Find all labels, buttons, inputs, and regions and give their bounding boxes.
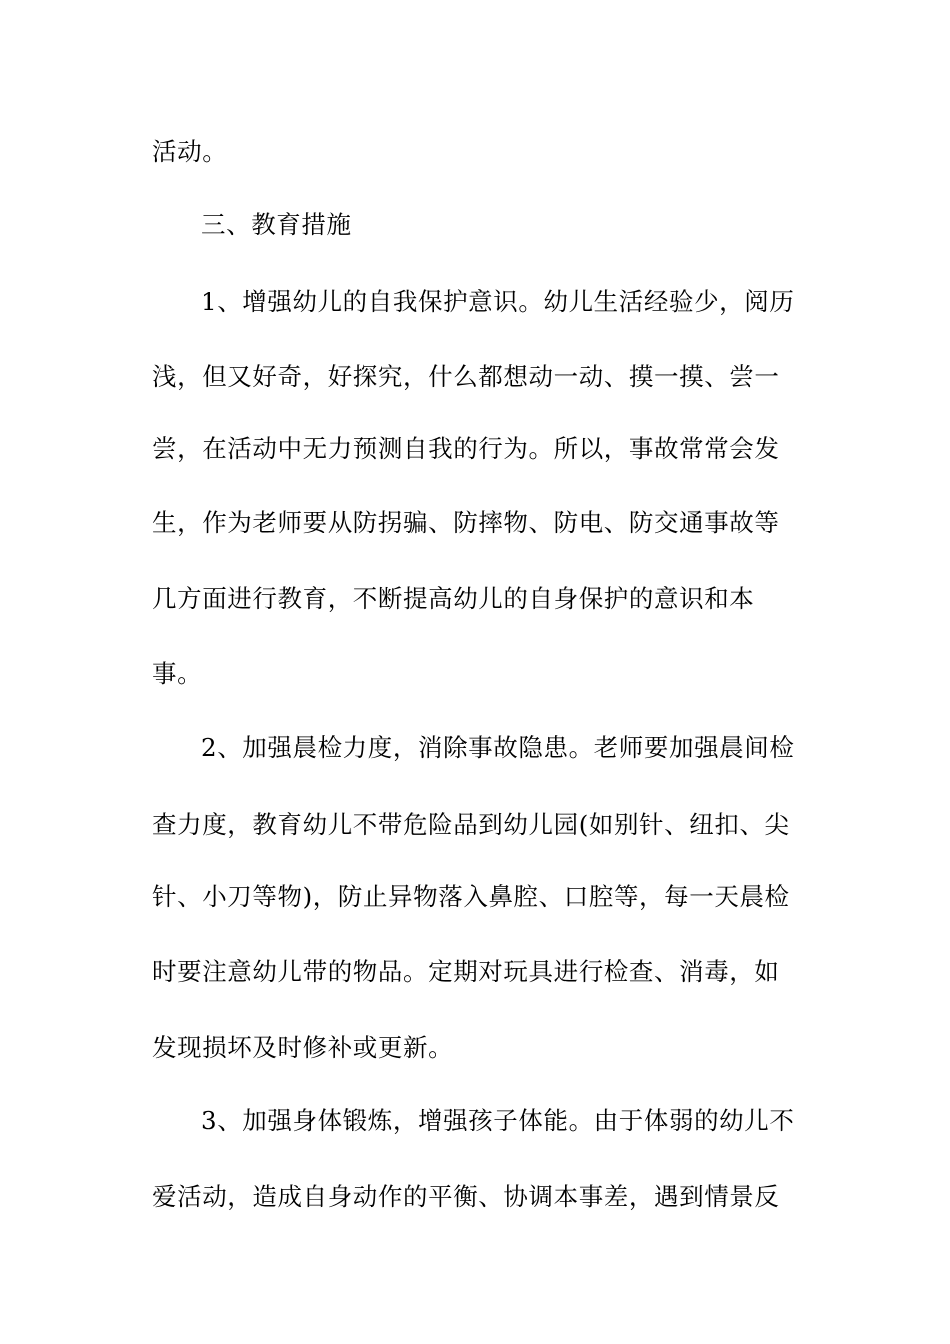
paragraph-3-line-2: 爱活动，造成自身动作的平衡、协调本事差，遇到情景反: [152, 1182, 780, 1211]
paragraph-2-line-1: 2、加强晨检力度，消除事故隐患。老师要加强晨间检: [201, 733, 795, 762]
paragraph-3-line-1: 3、加强身体锻炼，增强孩子体能。由于体弱的幼儿不: [201, 1106, 795, 1135]
section-heading: 三、教育措施: [201, 210, 352, 239]
paragraph-1-line-4: 生，作为老师要从防拐骗、防摔物、防电、防交通事故等: [152, 508, 780, 537]
paragraph-2-line-4: 时要注意幼儿带的物品。定期对玩具进行检查、消毒，如: [152, 957, 780, 986]
paragraph-1-line-5: 几方面进行教育，不断提高幼儿的自身保护的意识和本: [152, 584, 755, 613]
paragraph-1-line-6: 事。: [152, 659, 203, 688]
paragraph-continuation-line: 活动。: [152, 137, 228, 166]
paragraph-1-line-2: 浅，但又好奇，好探究，什么都想动一动、摸一摸、尝一: [152, 362, 780, 391]
paragraph-2-line-2: 查力度，教育幼儿不带危险品到幼儿园(如别针、纽扣、尖: [152, 810, 790, 839]
paragraph-1-line-3: 尝，在活动中无力预测自我的行为。所以，事故常常会发: [152, 434, 780, 463]
paragraph-1-line-1: 1、增强幼儿的自我保护意识。幼儿生活经验少，阅历: [201, 287, 795, 316]
paragraph-2-line-5: 发现损坏及时修补或更新。: [152, 1033, 454, 1062]
paragraph-2-line-3: 针、小刀等物)，防止异物落入鼻腔、口腔等，每一天晨检: [152, 882, 790, 911]
